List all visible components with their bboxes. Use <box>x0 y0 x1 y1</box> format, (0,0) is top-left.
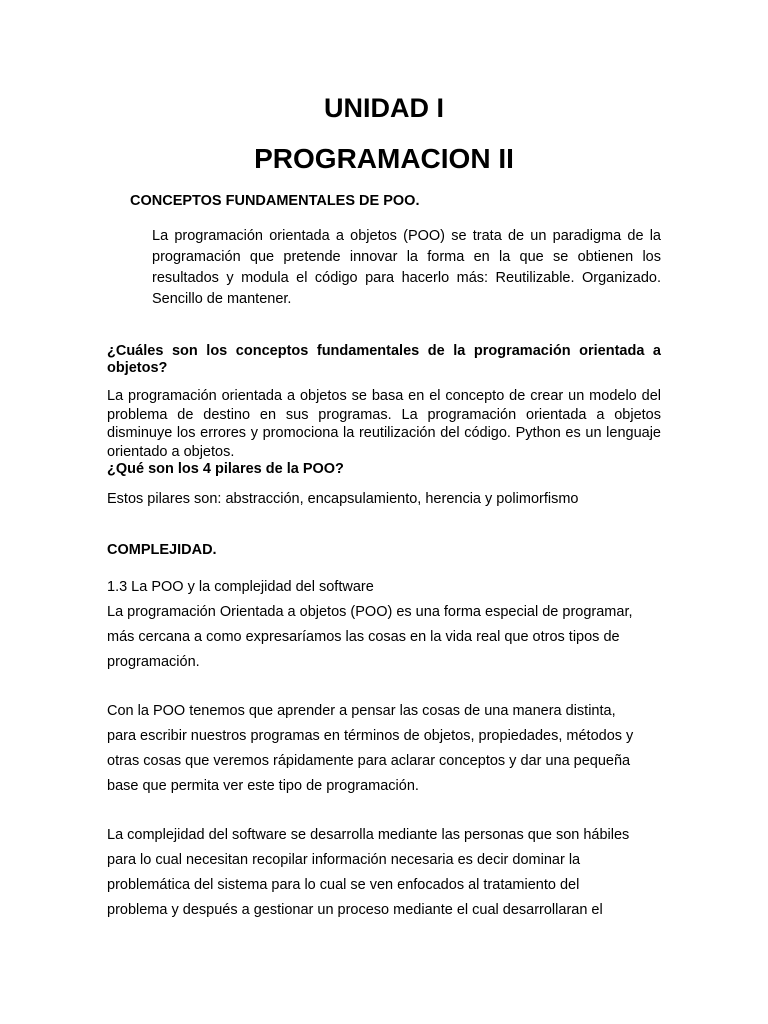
paragraph-line: Con la POO tenemos que aprender a pensar las cosas de una manera distinta, <box>107 703 616 719</box>
paragraph-line: problema y después a gestionar un proceso mediante el cual desarrollaran el <box>107 902 603 918</box>
section-heading-concepts: CONCEPTOS FUNDAMENTALES DE POO. <box>130 193 420 209</box>
section-heading-complexity: COMPLEJIDAD. <box>107 542 217 558</box>
answer-fundamental-concepts: La programación orientada a objetos se basa en el concepto de crear un modelo del problema de destino en sus programas. La programación orientada a objetos disminuye los errores y promociona la reutilización del código. Python es un lenguaje orientado a objetos. <box>107 388 661 460</box>
paragraph-line: más cercana a como expresaríamos las cosas en la vida real que otros tipos de <box>107 629 620 645</box>
paragraph-line: 1.3 La POO y la complejidad del software <box>107 579 374 595</box>
intro-paragraph: La programación orientada a objetos (POO) se trata de un paradigma de la programación que pretende innovar la forma en la que se obtienen los resultados y modula el código para hacerlo más: Reutilizable. Organizado. Sencillo de mantener. <box>152 228 661 307</box>
paragraph-line: base que permita ver este tipo de programación. <box>107 778 419 794</box>
question-four-pillars: ¿Qué son los 4 pilares de la POO? <box>107 461 344 477</box>
paragraph-line: otras cosas que veremos rápidamente para aclarar conceptos y dar una pequeña <box>107 753 631 769</box>
paragraph-line: programación. <box>107 654 200 670</box>
course-title: PROGRAMACION II <box>254 143 514 174</box>
question-fundamental-concepts: ¿Cuáles son los conceptos fundamentales de la programación orientada a objetos? <box>107 343 661 376</box>
paragraph-line: La complejidad del software se desarrolla mediante las personas que son hábiles <box>107 827 630 843</box>
complexity-paragraph-1 <box>107 575 667 675</box>
unit-title: UNIDAD I <box>324 93 444 123</box>
complexity-paragraph-3 <box>107 823 667 923</box>
paragraph-line: La programación Orientada a objetos (POO) es una forma especial de programar, <box>107 604 633 620</box>
paragraph-line: problemática del sistema para lo cual se ven enfocados al tratamiento del <box>107 877 580 893</box>
answer-four-pillars: Estos pilares son: abstracción, encapsulamiento, herencia y polimorfismo <box>107 491 579 507</box>
complexity-paragraph-2 <box>107 699 667 799</box>
paragraph-line: para escribir nuestros programas en términos de objetos, propiedades, métodos y <box>107 728 634 744</box>
paragraph-line: para lo cual necesitan recopilar información necesaria es decir dominar la <box>107 852 581 868</box>
